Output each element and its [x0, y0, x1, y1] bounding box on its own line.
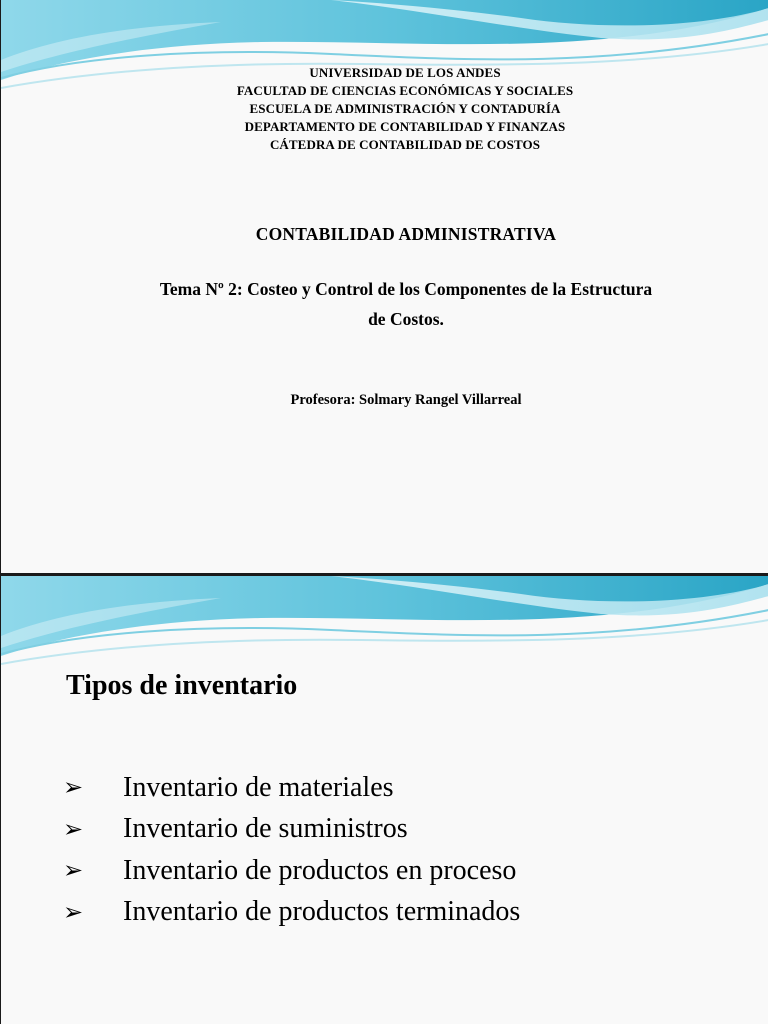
list-item [63, 767, 520, 809]
topic-heading [91, 274, 721, 334]
arrow-bullet-icon: ➢ [63, 816, 84, 843]
arrow-bullet-icon: ➢ [63, 899, 84, 926]
professor-name: Profesora: Solmary Rangel Villarreal [290, 392, 522, 408]
course-title: CONTABILIDAD ADMINISTRATIVA [255, 224, 557, 244]
arrow-bullet-icon: ➢ [63, 858, 84, 885]
inventory-types-title: Tipos de inventario [66, 670, 298, 701]
wave-banner-decoration [1, 576, 768, 671]
list-item [63, 850, 520, 892]
list-item [63, 892, 520, 934]
header-line-university: UNIVERSIDAD DE LOS ANDES [309, 65, 501, 80]
list-item-label: Inventario de productos en proceso [123, 854, 517, 886]
inventory-types-list [63, 767, 520, 933]
header-line-faculty: FACULTAD DE CIENCIAS ECONÓMICAS Y SOCIALES [236, 83, 574, 98]
arrow-bullet-icon: ➢ [63, 775, 84, 802]
header-line-chair: CÁTEDRA DE CONTABILIDAD DE COSTOS [269, 137, 541, 152]
slide-inventory-types [0, 576, 768, 1024]
list-item-label: Inventario de suministros [123, 813, 408, 845]
header-line-department: DEPARTAMENTO DE CONTABILIDAD Y FINANZAS [244, 119, 566, 134]
institution-header [1, 64, 768, 154]
header-line-school: ESCUELA DE ADMINISTRACIÓN Y CONTADURÍA [249, 101, 561, 116]
topic-line-2: de Costos. [368, 309, 444, 329]
list-item-label: Inventario de productos terminados [123, 896, 521, 928]
topic-line-1: Tema Nº 2: Costeo y Control de los Componentes de la Estructura [159, 279, 653, 299]
list-item-label: Inventario de materiales [123, 771, 394, 803]
list-item [63, 809, 520, 851]
